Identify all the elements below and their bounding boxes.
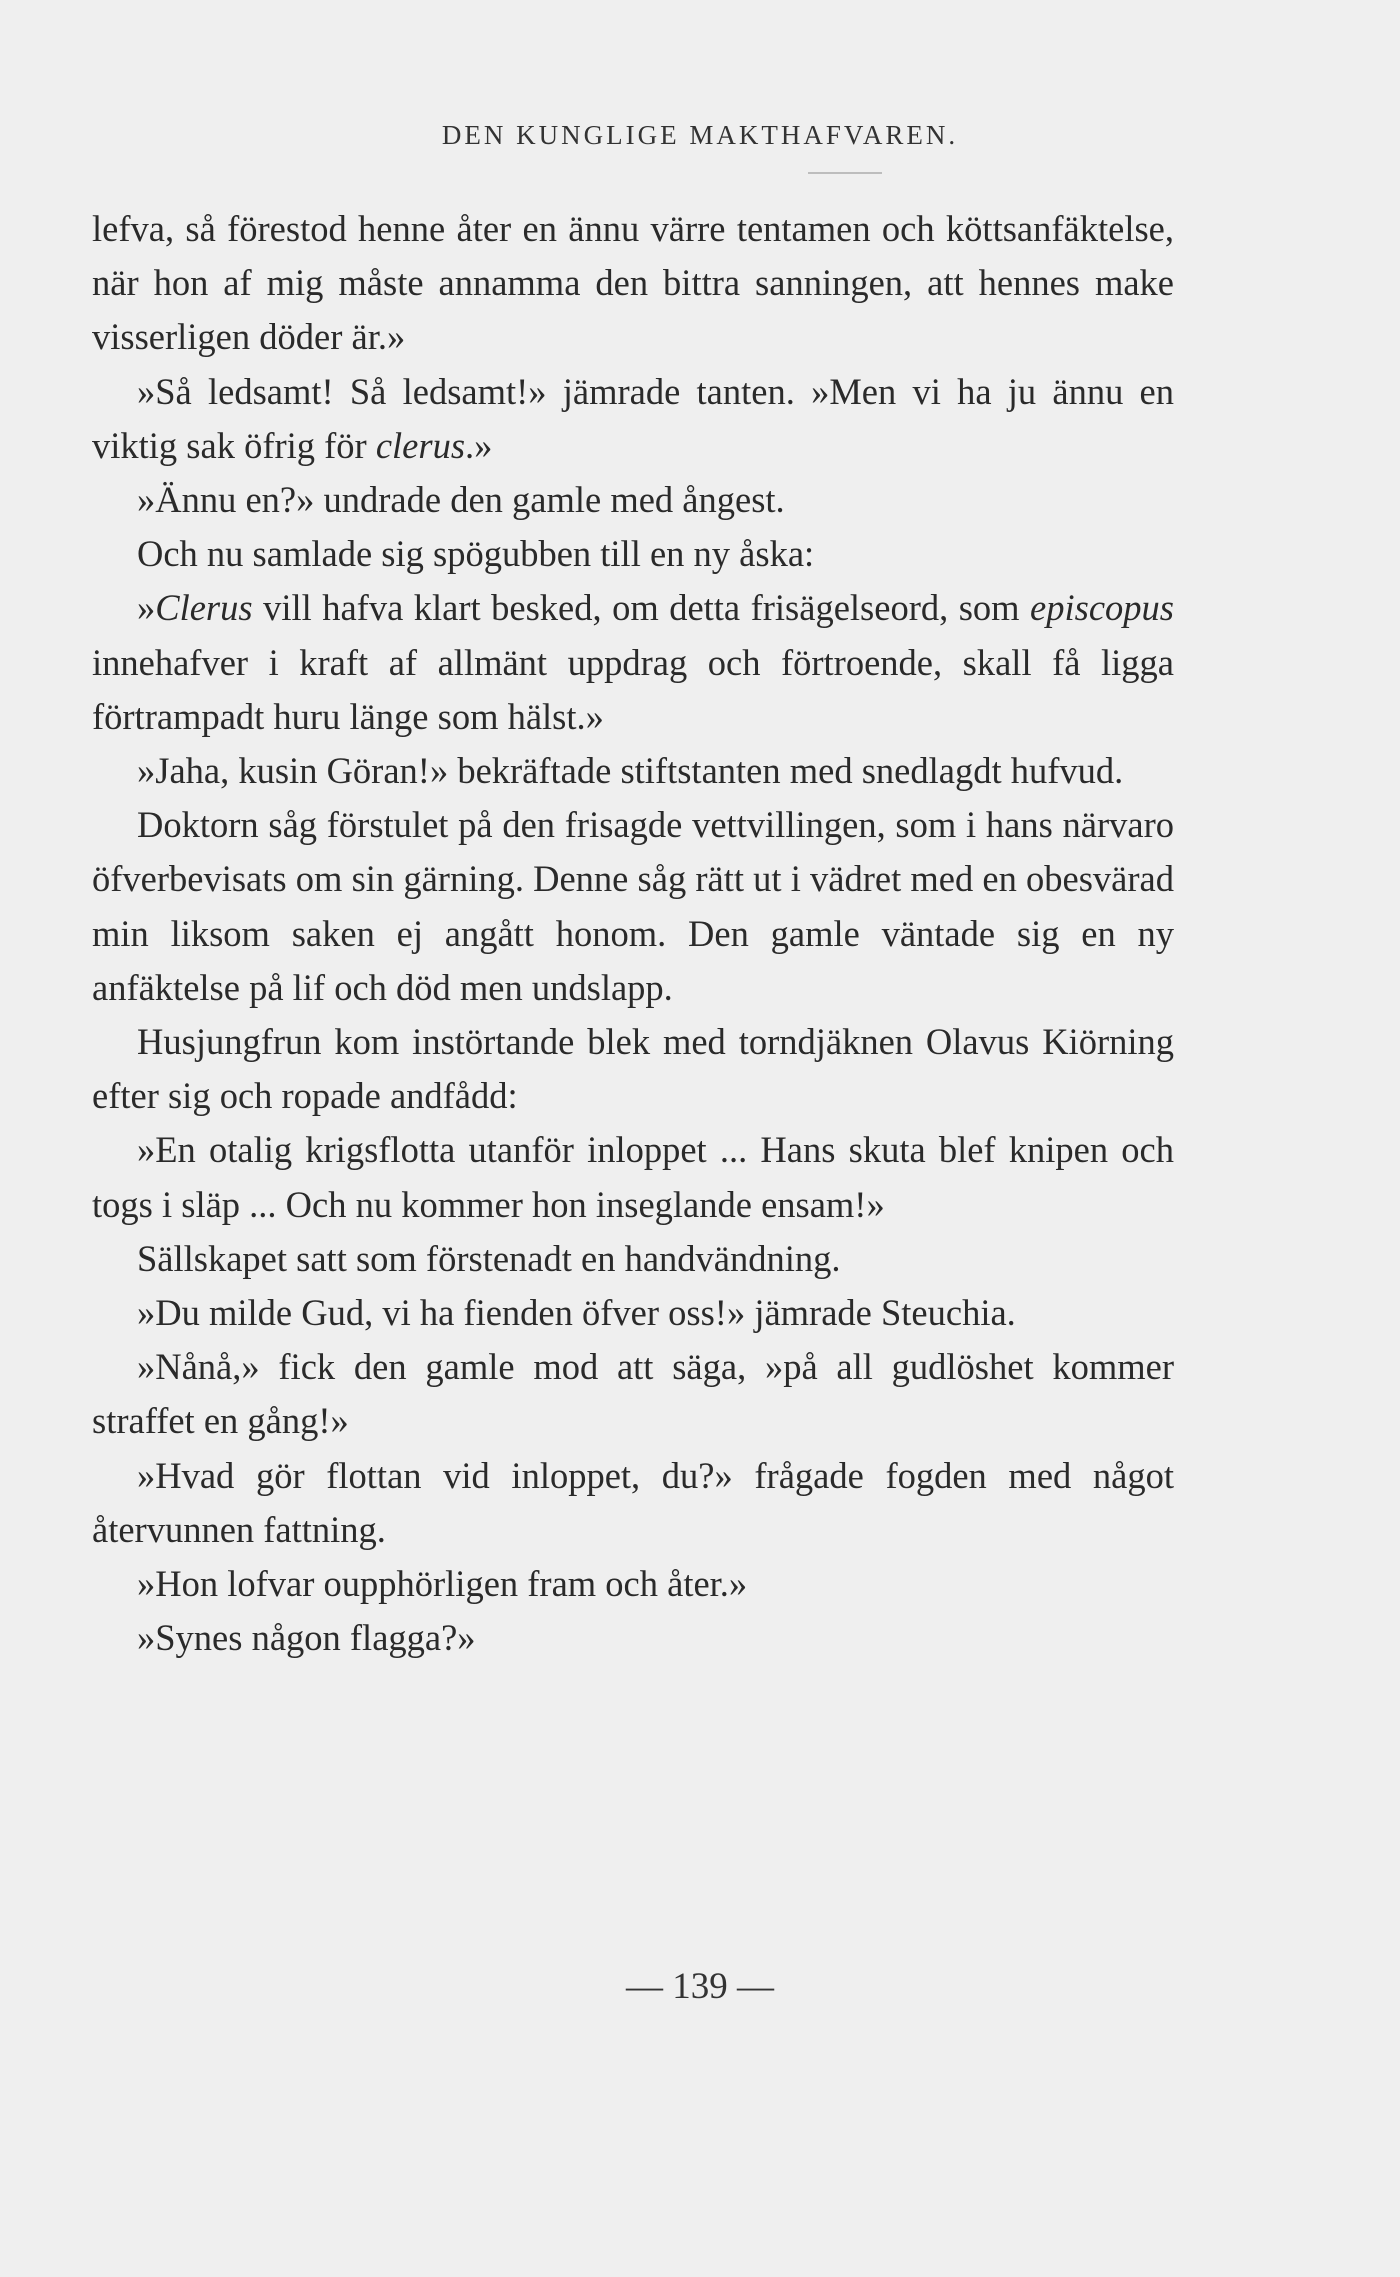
paragraph: Sällskapet satt som förstenadt en handvändning. [137, 1237, 841, 1279]
paragraph: Husjungfrun kom instörtande blek med torndjäknen Olavus Kiörning efter sig och ropade andfådd: [92, 1021, 1174, 1117]
italic-term: episcopus [1030, 587, 1174, 629]
paragraph: Doktorn såg förstulet på den frisagde vettvillingen, som i hans närvaro öfverbevisats om sin gärning. Denne såg rätt ut i vädret med en obesvärad min liksom saken ej angått honom. Den gamle väntade sig en ny anfäktelse på lif och död men undslapp. [92, 804, 1174, 1008]
paragraph: »En otalig krigsflotta utanför inloppet ... Hans skuta blef knipen och togs i släp ... Och nu kommer hon inseglande ensam!» [92, 1129, 1174, 1225]
paragraph [92, 581, 1174, 744]
text-run: .» [465, 424, 493, 466]
italic-term: clerus [375, 424, 466, 466]
paragraph: »Hvad gör flottan vid inloppet, du?» frågade fogden med något återvunnen fattning. [92, 1454, 1174, 1550]
page-number: — 139 — [626, 1966, 774, 2007]
paragraph: »Synes någon flagga?» [137, 1617, 476, 1659]
text-run: innehafver i kraft af allmänt uppdrag och förtroende, skall få ligga förtrampadt huru länge som hälst.» [92, 641, 1174, 737]
text-run: vill hafva klart besked, om detta frisägelseord, som [252, 587, 1031, 629]
italic-term: Clerus [155, 587, 253, 629]
body-text [92, 202, 1174, 1665]
paragraph: »Ännu en?» undrade den gamle med ångest. [137, 479, 785, 521]
paragraph: lefva, så förestod henne åter en ännu värre tentamen och köttsanfäktelse, när hon af mig måste annamma den bittra sanningen, att hennes make visserligen döder är.» [92, 208, 1174, 358]
text-run: »Så ledsamt! Så ledsamt!» jämrade tanten. »Men vi ha ju ännu en viktig sak öfrig för [92, 370, 1174, 466]
paragraph: »Jaha, kusin Göran!» bekräftade stiftstanten med snedlagdt hufvud. [137, 750, 1124, 792]
text-run: » [137, 587, 156, 629]
paragraph: »Nånå,» fick den gamle mod att säga, »på all gudlöshet kommer straffet en gång!» [92, 1346, 1174, 1442]
paragraph: »Du milde Gud, vi ha fienden öfver oss!» jämrade Steuchia. [137, 1292, 1016, 1334]
paragraph [92, 365, 1174, 473]
paragraph: Och nu samlade sig spögubben till en ny åska: [137, 533, 815, 575]
paragraph: »Hon lofvar oupphörligen fram och åter.» [137, 1563, 748, 1605]
running-header: DEN KUNGLIGE MAKTHAFVAREN. [441, 120, 959, 150]
header-rule [808, 172, 882, 174]
